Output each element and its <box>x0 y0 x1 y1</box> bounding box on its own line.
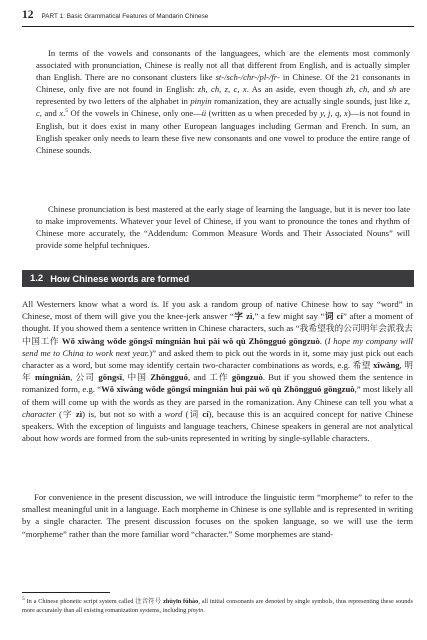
section-number: 1.2 <box>30 273 44 284</box>
footnote: $^5$ In a Chinese phonetic script system called 注音符号 zhùyīn fúhào, all initial consonants are denoted by single symbols, thus representing these sounds more accurately than all existing romanization systems, including pinyin. <box>22 595 413 615</box>
page-number: 12 <box>22 9 34 21</box>
paragraph-morpheme: For convenience in the present discussion, we will introduce the linguistic term “morpheme” to refer to the smallest meaningful unit in a language. Each morpheme in Chinese is one syllable and is represented in writing by a single character. The present discussion focuses on the spoken language, so we will use the term “morpheme” rather than the more familiar word “character.” Some morphemes are stand- <box>22 492 413 539</box>
running-head: PART 1: Basic Grammatical Features of Mandarin Chinese <box>41 13 209 20</box>
paragraph-consonants-vowels: In terms of the vowels and consonants of the languagees, which are the elements most commonly associated with pronunciation, Chinese is really not all that different from English, and is actually simpler than English. There are no consonant clusters like st-/sch-/chr-/pl-/fr- in Chinese. Of the 21 consonants in Chinese, only five are not found in English: zh, ch, z, c, x. As an aside, even though zh, ch, and sh are represented by two letters of the alphabet in pinyin romanization, they are actually single sounds, just like z, c, and x.$^5$ Of the vowels in Chinese, only one—ü (written as u when preceded by y, j, q, x)—is not found in English, but it does exist in many other European languages including German and French. In sum, an English speaker only needs to learn these five new consonants and one vowel to produce the entire range of Chinese sounds. <box>36 48 410 155</box>
section-title: How Chinese words are formed <box>50 273 190 284</box>
footnote-rule <box>22 592 110 593</box>
section-heading <box>22 270 414 287</box>
footnote-marker: 5 <box>22 595 25 602</box>
footnote-reference[interactable]: 5 <box>65 108 69 115</box>
paragraph-words: All Westerners know what a word is. If you ask a random group of native Chinese how to say “word” in Chinese, most of them will give you the knee-jerk answer “字 zì,” a few might say “词 cí” after a moment of thought. If you showed them a sentence written in Chinese characters, such as “我希望我的公司明年会派我去中国工作 Wǒ xīwàng wǒde gōngsī míngnián huì pài wǒ qù Zhōngguó gōngzuò. (I hope my company will send me to China to work next year.)” and asked them to pick out the words in it, some may just pick out each character as a word, but some may identify certain two-character combinations as words, e.g. 希望 xīwàng, 明年 míngnián, 公司 gōngsī, 中国 Zhōngguó, and 工作 gōngzuò. But if you showed them the sentence in romanized form, e.g. “Wǒ xīwàng wǒde gōngsī míngnián huì pài wǒ qù Zhōngguó gōngzuò,” most likely all of them will come up with the words as they are parsed in the romanization. Any Chinese can tell you what a character (字 zì) is, but not so with a word (词 cí), because this is an acquired concept for native Chinese speakers. With the exception of linguists and language teachers, Chinese speakers in general are not analytical about how words are formed from the sub-units represented in writing by single-syllable characters. <box>22 299 414 444</box>
header-rule <box>22 26 414 27</box>
paragraph-pronunciation: Chinese pronunciation is best mastered at the early stage of learning the language, but it is never too late to make improvements. Whatever your level of Chinese, if you want to pronounce the tones and rhythm of Chinese more accurately, the “Addendum: Common Measure Words and Their Associated Nouns” will provide some helpful techniques. <box>36 204 410 251</box>
page-header <box>22 9 412 25</box>
